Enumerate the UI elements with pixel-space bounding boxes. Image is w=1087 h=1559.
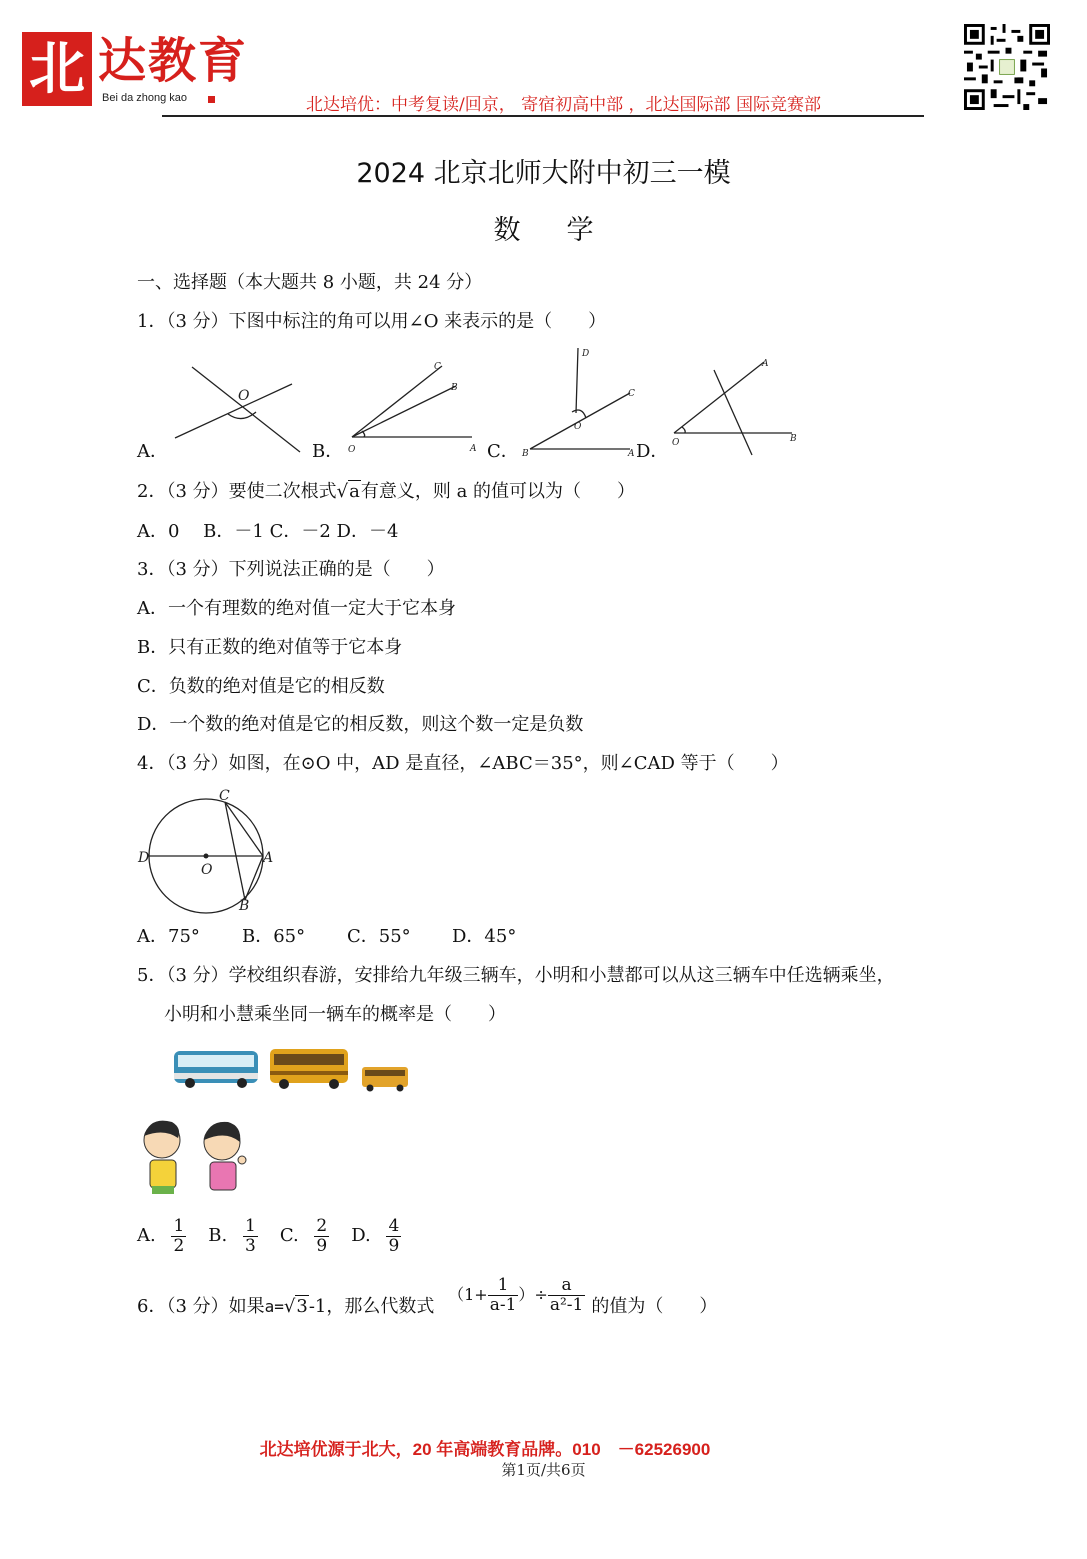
page-number: 第1页/共6页 — [501, 1461, 586, 1479]
q4-option-a: A．75° — [137, 926, 200, 947]
q3-option-d: D．一个数的绝对值是它的相反数，则这个数一定是负数 — [137, 714, 584, 735]
q6-stem — [137, 1275, 718, 1331]
q4-option-d: D．45° — [452, 926, 517, 947]
q4-fig-label: B — [239, 898, 250, 914]
children-illustration — [138, 1116, 258, 1198]
q6-expression — [448, 1271, 585, 1319]
q2-options: A．0 B．－1 C．－2 D．－4 — [137, 521, 399, 542]
q1-fig-label: A — [628, 449, 635, 459]
q4-option-b: B．65° — [242, 926, 306, 947]
logo-mark: 北 — [22, 32, 92, 106]
q5-opt-frac: $\frac{1}{2}$ — [173, 1215, 185, 1256]
q2-stem-post: 有意义，则 a 的值可以为（ ） — [360, 481, 636, 502]
logo-dot — [208, 96, 215, 103]
q5-options — [137, 1213, 423, 1259]
q6-sqrt-arg: 3 — [296, 1296, 308, 1317]
q3-option-a: A．一个有理数的绝对值一定大于它本身 — [137, 598, 456, 619]
q6-frac2: $\frac{a}{\text{a²-1}}$ — [549, 1275, 584, 1315]
header-slogan: 北达培优：中考复读/回京， 寄宿初高中部 ，北达国际部 国际竞赛部 — [306, 95, 821, 115]
q1-option-a: A． — [137, 441, 168, 462]
q5-opt-label: C. — [279, 1225, 299, 1246]
page-title: 2024 北京北师大附中初三一模 — [356, 158, 731, 189]
sqrt-icon: √ — [336, 481, 349, 502]
q5-opt-frac: $\frac{2}{9}$ — [316, 1215, 328, 1256]
q1-fig-label: C — [434, 362, 441, 372]
q1-fig-label: D — [582, 349, 590, 359]
q5-stem-line2: 小明和小慧乘坐同一辆车的概率是（ ） — [164, 1004, 506, 1025]
q2-stem — [137, 481, 635, 503]
girl-icon — [204, 1122, 246, 1190]
boy-icon — [144, 1121, 180, 1194]
q4-fig-label: A — [263, 850, 274, 866]
q5-opt-frac: $\frac{1}{3}$ — [244, 1215, 256, 1256]
buses-illustration — [172, 1045, 412, 1095]
q1-stem: 1．（3 分）下图中标注的角可以用∠O 来表示的是（ ） — [137, 311, 607, 332]
q3-stem: 3．（3 分）下列说法正确的是（ ） — [137, 559, 445, 580]
q1-fig-label: O — [238, 388, 250, 404]
header-divider — [162, 115, 924, 117]
q1-fig-label: O — [672, 438, 680, 448]
q5-opt-frac: $\frac{4}{9}$ — [388, 1215, 400, 1256]
sqrt-icon: √ — [283, 1296, 296, 1317]
q1-fig-label: C — [628, 389, 635, 399]
q6-stem-post: 的值为（ ） — [591, 1296, 718, 1317]
qr-code-icon — [964, 24, 1050, 110]
q5-opt-label: A. — [137, 1225, 156, 1246]
q2-radicand: a — [349, 481, 360, 502]
q6-minus1: -1，那么代数式 — [308, 1296, 435, 1317]
footer-slogan: 北达培优源于北大，20 年高端教育品牌。010 －62526900 — [259, 1440, 711, 1459]
q1-option-c: C． — [487, 441, 519, 462]
q4-stem: 4．（3 分）如图，在⊙O 中，AD 是直径，∠ABC＝35°，则∠CAD 等于（ ） — [137, 753, 789, 774]
q5-opt-label: B. — [208, 1225, 228, 1246]
q5-opt-label: D. — [351, 1225, 371, 1246]
q1-fig-label: A — [470, 444, 477, 454]
q1-fig-label: A — [762, 359, 769, 369]
q6-stem-pre: 6．（3 分）如果 — [137, 1296, 265, 1317]
bus-icon — [362, 1067, 408, 1092]
q6-expr-close: ）÷ — [518, 1285, 548, 1304]
q6-a-eq: a= — [264, 1297, 284, 1316]
logo-name: 达教育 — [98, 33, 249, 89]
q1-fig-label: O — [348, 445, 356, 455]
q4-fig-label: C — [219, 788, 230, 804]
q6-expr-open: （1+ — [448, 1285, 488, 1304]
q1-option-b: B． — [312, 441, 344, 462]
bus-icon — [174, 1051, 258, 1088]
bus-icon — [270, 1049, 348, 1089]
q4-fig-label: D — [138, 850, 150, 866]
q4-option-c: C．55° — [347, 926, 411, 947]
q4-fig-label: O — [201, 862, 213, 878]
q1-fig-label: B — [522, 449, 529, 459]
q6-frac1: $\frac{1}{a-1}$ — [489, 1275, 517, 1315]
q1-fig-label: B — [790, 434, 797, 444]
q1-fig-label: B — [451, 383, 458, 393]
q1-fig-label: O — [574, 422, 582, 432]
subject-title: 数学 — [493, 215, 640, 246]
q2-stem-pre: 2．（3 分）要使二次根式 — [137, 481, 337, 502]
q1-figures — [130, 340, 830, 465]
q3-option-b: B．只有正数的绝对值等于它本身 — [137, 637, 403, 658]
section-heading: 一、选择题（本大题共 8 小题，共 24 分） — [137, 272, 483, 293]
q5-stem-line1: 5．（3 分）学校组织春游，安排给九年级三辆车，小明和小慧都可以从这三辆车中任选辆乘坐， — [137, 965, 895, 986]
q4-circle-figure — [135, 786, 280, 914]
logo-pinyin: Bei da zhong kao — [102, 92, 188, 104]
q1-option-d: D． — [636, 441, 669, 462]
q3-option-c: C．负数的绝对值是它的相反数 — [137, 676, 385, 697]
